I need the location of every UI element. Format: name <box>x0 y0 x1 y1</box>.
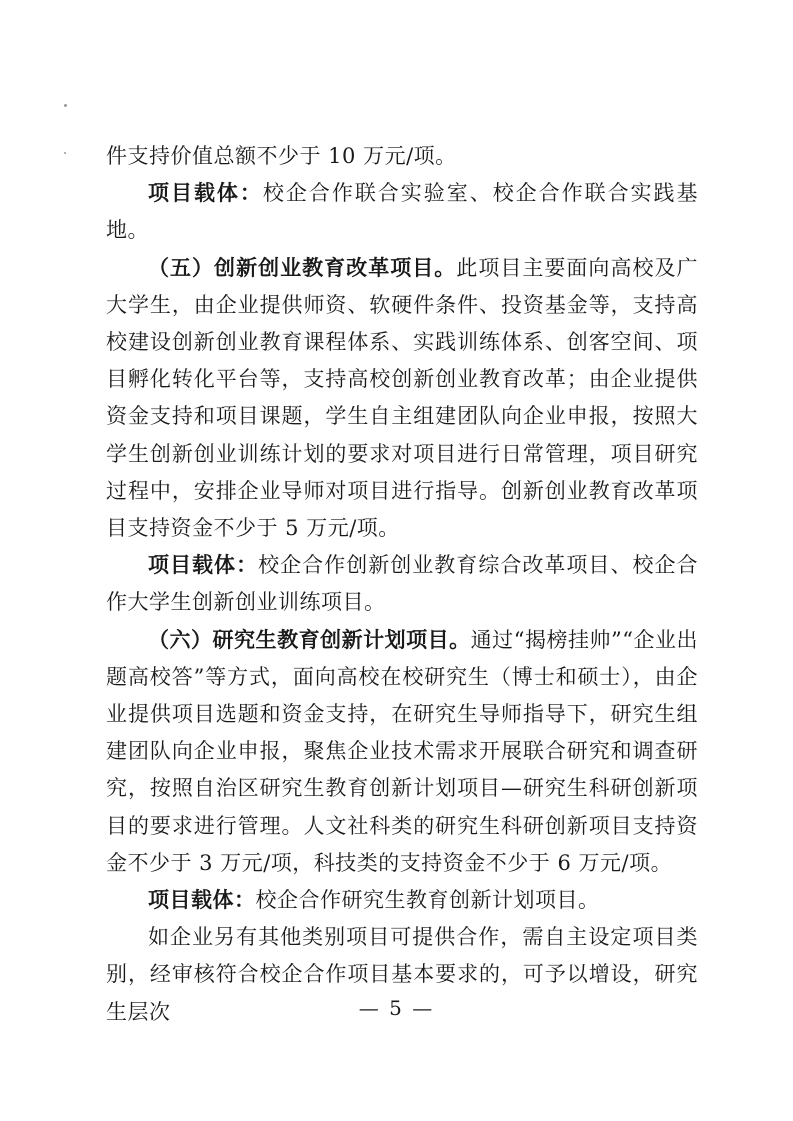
section-heading: （六）研究生教育创新计划项目。 <box>148 627 471 652</box>
paragraph-text: 通过“揭榜挂帅”“企业出题高校答”等方式，面向高校在校研究生（博士和硕士），由企业提供项目选题和资金支持，在研究生导师指导下，研究生组建团队向企业申报，聚焦企业技术需求开展联合研究和调查研究，按照自治区研究生教育创新计划项目—研究生科研创新项目的要求进行管理。人文社科类的研究生科研创新项目支持资金不少于 3 万元/项，科技类的支持资金不少于 6 万元/项。 <box>106 627 698 875</box>
paragraph <box>106 622 698 882</box>
paragraph <box>106 138 698 175</box>
scan-speck <box>64 152 66 154</box>
paragraph <box>106 175 698 249</box>
page-number: — 5 — <box>358 996 435 1020</box>
scan-speck <box>64 104 67 107</box>
paragraph <box>106 547 698 621</box>
paragraph-text: 件支持价值总额不少于 10 万元/项。 <box>106 144 457 168</box>
section-heading: （五）创新创业教育改革项目。 <box>148 255 457 280</box>
paragraph-lead: 项目载体： <box>148 181 263 206</box>
paragraph-text: 如企业另有其他类别项目可提供合作，需自主设定项目类别，经审核符合校企合作项目基本要求的，可予以增设，研究生层次 <box>106 925 698 1024</box>
paragraph-lead: 项目载体： <box>148 888 256 913</box>
body-text <box>106 138 698 1031</box>
paragraph-text: 校企合作创新创业教育综合改革项目、校企合作大学生创新创业训练项目。 <box>106 553 699 615</box>
paragraph-text: 校企合作联合实验室、校企合作联合实践基地。 <box>106 181 699 243</box>
paragraph-text: 此项目主要面向高校及广大学生，由企业提供师资、软硬件条件、投资基金等，支持高校建设创新创业教育课程体系、实践训练体系、创客空间、项目孵化转化平台等，支持高校创新创业教育改革；由企业提供资金支持和项目课题，学生自主组建团队向企业申报，按照大学生创新创业训练计划的要求对项目进行日常管理，项目研究过程中，安排企业导师对项目进行指导。创新创业教育改革项目支持资金不少于 5 万元/项。 <box>106 255 699 541</box>
paragraph-text: 校企合作研究生教育创新计划项目。 <box>255 888 600 913</box>
paragraph <box>106 250 698 548</box>
paragraph-lead: 项目载体： <box>148 553 259 578</box>
paragraph <box>106 882 698 919</box>
